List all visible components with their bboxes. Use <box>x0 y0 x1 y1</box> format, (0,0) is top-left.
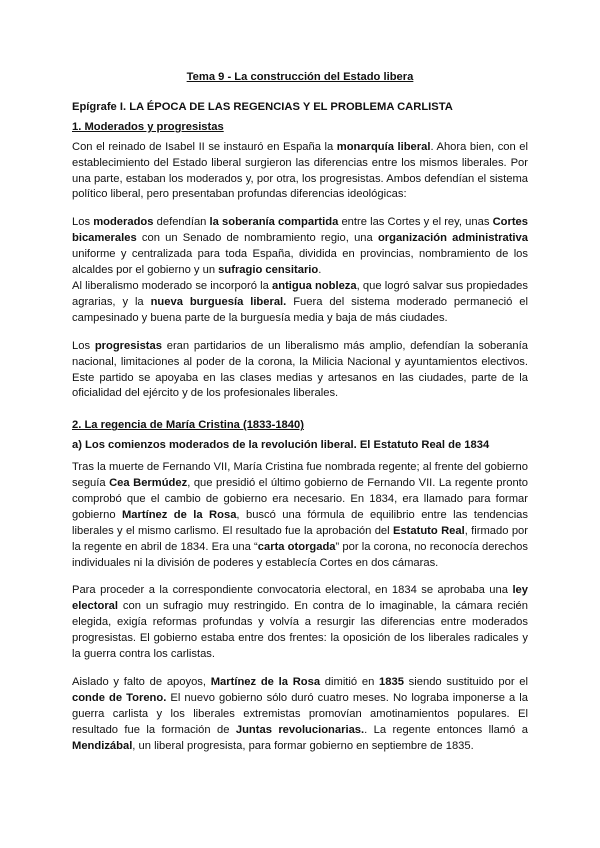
bold-text-run: organización administrativa <box>377 232 528 245</box>
section1-paragraph-4 <box>72 339 528 403</box>
bold-text-run: conde de Toreno. <box>72 691 167 704</box>
text-run: , que presidió el último gobierno de Fernando VII. La regente pronto comprobó que el cambio de gobierno era necesario. En 1834, era llamado para formar gobierno <box>72 477 529 521</box>
text-run: El nuevo gobierno sólo duró cuatro meses. No lograba imponerse a la guerra carlista y los liberales extremistas promovían amotinamientos populares. El resultado fue la formación de <box>72 691 529 736</box>
text-run: Para proceder a la correspondiente convocatoria electoral, en 1834 se aprobaba una <box>72 584 513 597</box>
document-page <box>72 70 528 762</box>
text-run: Aislado y falto de apoyos, <box>72 676 211 688</box>
text-run: . La regente entonces llamó a <box>364 723 529 736</box>
text-run: uniforme y centralizada para toda España, dividida en provincias, nombramiento de los alcaldes por el gobierno y un <box>72 248 528 277</box>
bold-text-run: nueva burguesía liberal. <box>150 295 287 308</box>
section2-heading: 2. La regencia de María Cristina (1833-1840) <box>72 419 304 432</box>
bold-text-run: Cortes bicamerales <box>72 216 528 245</box>
bold-text-run: monarquía liberal <box>336 140 431 153</box>
bold-text-run: ley electoral <box>72 584 528 613</box>
bold-text-run: sufragio censitario <box>218 264 319 277</box>
bold-text-run: Martínez de la Rosa <box>210 676 321 688</box>
bold-text-run: 1835 <box>379 676 404 688</box>
section1-paragraph-3 <box>72 279 528 327</box>
text-run: con un sufragio muy restringido. En contra de lo imaginable, la cámara recién elegida, exigía reformas profundas y volvía a resurgir las diferencias entre moderados progresistas. El gobierno estaba entre dos frentes: la oposición de los liberales radicales y la guerra contra los carlistas. <box>72 600 528 661</box>
text-run: , firmado por la regente en abril de 1834. Era una “ <box>72 524 528 553</box>
bold-text-run: la soberanía compartida <box>209 216 339 229</box>
text-run: eran partidarios de un liberalismo más amplio, defendían la soberanía nacional, limitaciones al poder de la corona, la Milicia Nacional y ayuntamientos electivos. Este partido se apoyaba en las clases medias y artesanos en las ciudades, parte de la oficialidad del ejército y de los profesionales liberales. <box>72 339 528 400</box>
section2-paragraph-3 <box>72 675 528 755</box>
document-title: Tema 9 - La construcción del Estado libera <box>186 71 414 83</box>
epigrafe-heading: Epígrafe I. LA ÉPOCA DE LAS REGENCIAS Y EL PROBLEMA CARLISTA <box>72 100 453 113</box>
text-run: , que logró salvar sus propiedades agrarias, y la <box>72 279 528 308</box>
bold-text-run: progresistas <box>94 339 162 352</box>
section2-paragraph-2 <box>72 583 528 663</box>
text-run: ” por la corona, no reconocía derechos individuales ni la división de poderes y establecía Cortes en dos cámaras. <box>72 540 529 569</box>
section1-paragraph-2 <box>72 215 528 279</box>
bold-text-run: moderados <box>93 216 154 229</box>
text-run: , un liberal progresista, para formar gobierno en septiembre de 1835. <box>132 739 474 752</box>
text-run: defendían <box>153 216 210 229</box>
bold-text-run: carta otorgada <box>257 540 336 553</box>
bold-text-run: Juntas revolucionarias. <box>235 723 365 736</box>
text-run: . Ahora bien, con el establecimiento del Estado liberal surgieron las diferencias entre los mismos liberales. Por una parte, estaban los moderados y, por otra, los progresistas. Ambos defendían el sistema político liberal, pero presentaban profundas diferencias ideológicas: <box>72 140 528 201</box>
text-run: con un Senado de nombramiento regio, una <box>136 232 378 245</box>
section1-paragraph-1 <box>72 140 528 204</box>
text-run: Tras la muerte de Fernando VII, María Cristina fue nombrada regente; al frente del gobierno seguía <box>72 461 528 490</box>
text-run: Con el reinado de Isabel II se instauró en España la <box>72 140 337 153</box>
text-run: Los <box>72 339 95 352</box>
text-run: . <box>318 264 322 277</box>
text-run: , buscó una fórmula de equilibrio entre las tendencias liberales y el mismo carlismo. El resultado fue la aprobación del <box>72 508 528 537</box>
section2-subheading: a) Los comienzos moderados de la revolución liberal. El Estatuto Real de 1834 <box>72 439 490 452</box>
bold-text-run: Estatuto Real <box>392 524 465 537</box>
section1-heading: 1. Moderados y progresistas <box>72 120 224 133</box>
text-run: Fuera del sistema moderado permaneció el campesinado y buena parte de la burguesía media y baja de más ciudades. <box>72 295 529 324</box>
bold-text-run: Cea Bermúdez <box>109 477 188 490</box>
bold-text-run: Mendizábal <box>72 739 133 752</box>
text-run: Al liberalismo moderado se incorporó la <box>72 279 273 292</box>
bold-text-run: antigua nobleza <box>272 279 357 292</box>
text-run: Los <box>72 216 94 229</box>
text-run: dimitió en <box>320 676 380 688</box>
section2-paragraph-1 <box>72 460 528 571</box>
bold-text-run: Martínez de la Rosa <box>121 508 237 521</box>
text-run: siendo sustituido por el <box>403 676 528 688</box>
text-run: entre las Cortes y el rey, unas <box>338 216 493 229</box>
